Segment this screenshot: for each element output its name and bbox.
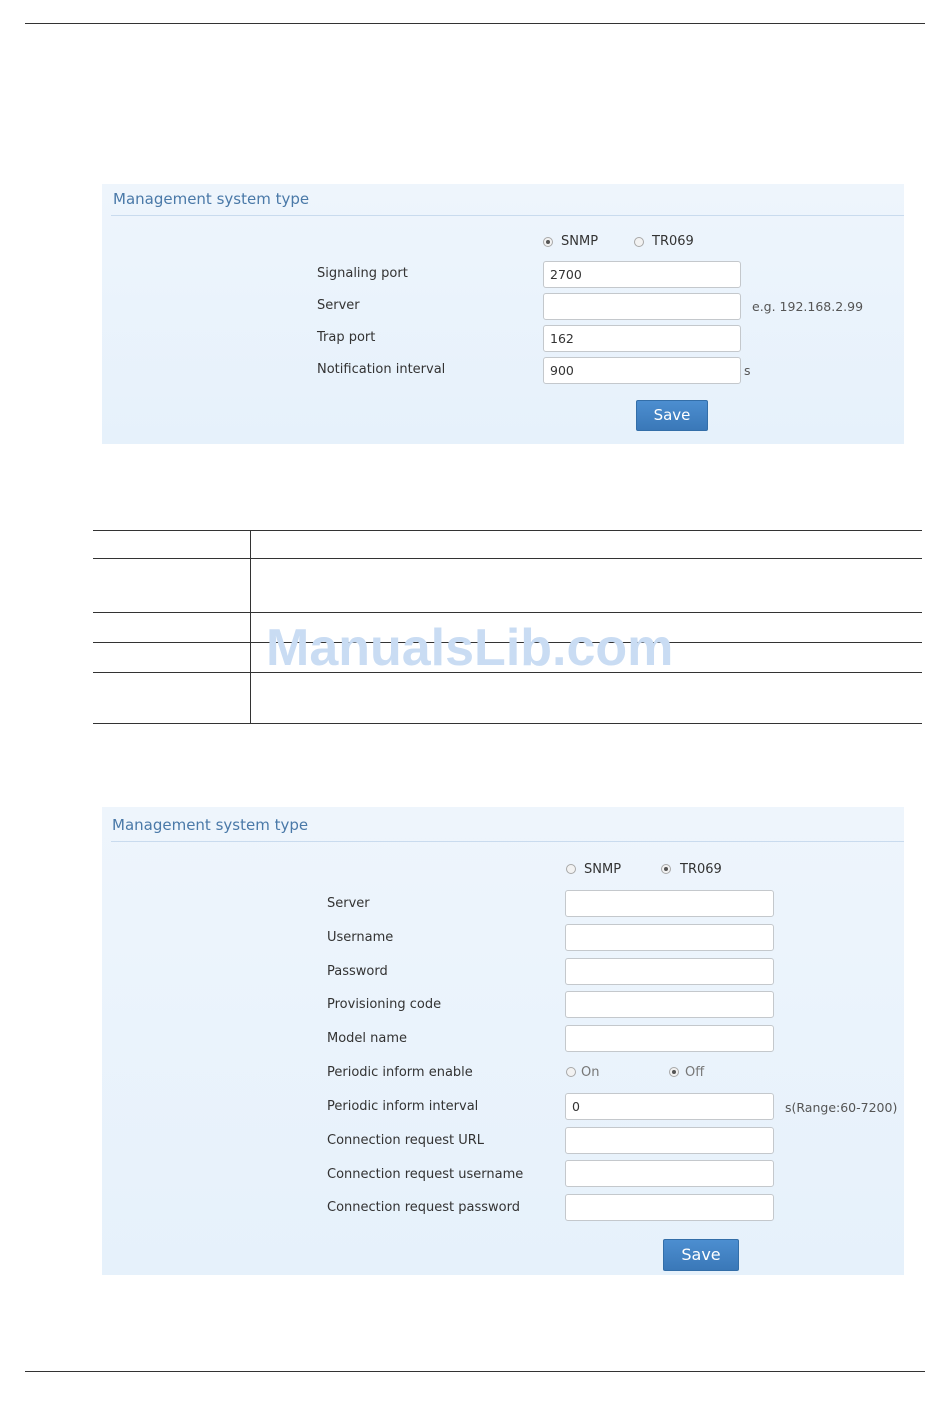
panel-title: Management system type xyxy=(113,190,310,208)
connection-request-password-input[interactable] xyxy=(565,1194,774,1221)
username-input[interactable] xyxy=(565,924,774,951)
panel-divider xyxy=(111,215,904,216)
notification-interval-label: Notification interval xyxy=(317,362,446,377)
management-panel-tr069 xyxy=(102,807,904,1275)
radio-tr069[interactable] xyxy=(634,237,644,247)
server-label: Server xyxy=(317,298,360,313)
table-rule xyxy=(93,723,922,724)
top-rule xyxy=(25,23,925,24)
provisioning-code-input[interactable] xyxy=(565,991,774,1018)
connection-request-url-input[interactable] xyxy=(565,1127,774,1154)
periodic-interval-hint: s(Range:60-7200) xyxy=(785,1100,898,1115)
radio-periodic-off[interactable] xyxy=(669,1067,679,1077)
connection-request-username-input[interactable] xyxy=(565,1160,774,1187)
periodic-inform-interval-label: Periodic inform interval xyxy=(327,1099,479,1114)
periodic-inform-interval-input[interactable]: 0 xyxy=(565,1093,774,1120)
password-input[interactable] xyxy=(565,958,774,985)
provisioning-code-label: Provisioning code xyxy=(327,997,442,1012)
radio-periodic-on[interactable] xyxy=(566,1067,576,1077)
server-hint: e.g. 192.168.2.99 xyxy=(752,299,864,314)
model-name-label: Model name xyxy=(327,1031,408,1046)
notification-unit: s xyxy=(744,363,751,378)
trap-port-input[interactable]: 162 xyxy=(543,325,741,352)
save-button[interactable]: Save xyxy=(663,1239,739,1271)
password-label: Password xyxy=(327,964,388,979)
radio-tr069-label: TR069 xyxy=(652,234,694,249)
radio-periodic-on-label: On xyxy=(581,1065,600,1080)
model-name-input[interactable] xyxy=(565,1025,774,1052)
trap-port-label: Trap port xyxy=(317,330,376,345)
save-button[interactable]: Save xyxy=(636,400,708,431)
connection-request-username-label: Connection request username xyxy=(327,1167,524,1182)
connection-request-url-label: Connection request URL xyxy=(327,1133,485,1148)
radio-tr069[interactable] xyxy=(661,864,671,874)
notification-interval-input[interactable]: 900 xyxy=(543,357,741,384)
management-panel-snmp xyxy=(102,184,904,444)
connection-request-password-label: Connection request password xyxy=(327,1200,520,1215)
radio-snmp-label: SNMP xyxy=(561,234,599,249)
panel-divider xyxy=(111,841,904,842)
radio-snmp[interactable] xyxy=(566,864,576,874)
watermark: ManualsLib.com xyxy=(266,619,674,677)
signaling-port-label: Signaling port xyxy=(317,266,408,281)
table-rule xyxy=(93,558,922,559)
panel-title: Management system type xyxy=(112,816,309,834)
table-rule xyxy=(93,530,922,531)
server-label: Server xyxy=(327,896,370,911)
radio-tr069-label: TR069 xyxy=(680,862,722,877)
server-input[interactable] xyxy=(543,293,741,320)
signaling-port-input[interactable]: 2700 xyxy=(543,261,741,288)
table-rule xyxy=(93,612,922,613)
server-input[interactable] xyxy=(565,890,774,917)
username-label: Username xyxy=(327,930,394,945)
radio-snmp-label: SNMP xyxy=(584,862,622,877)
table-column-divider xyxy=(250,530,251,724)
periodic-inform-enable-label: Periodic inform enable xyxy=(327,1065,473,1080)
radio-periodic-off-label: Off xyxy=(685,1065,705,1080)
radio-snmp[interactable] xyxy=(543,237,553,247)
bottom-rule xyxy=(25,1371,925,1372)
